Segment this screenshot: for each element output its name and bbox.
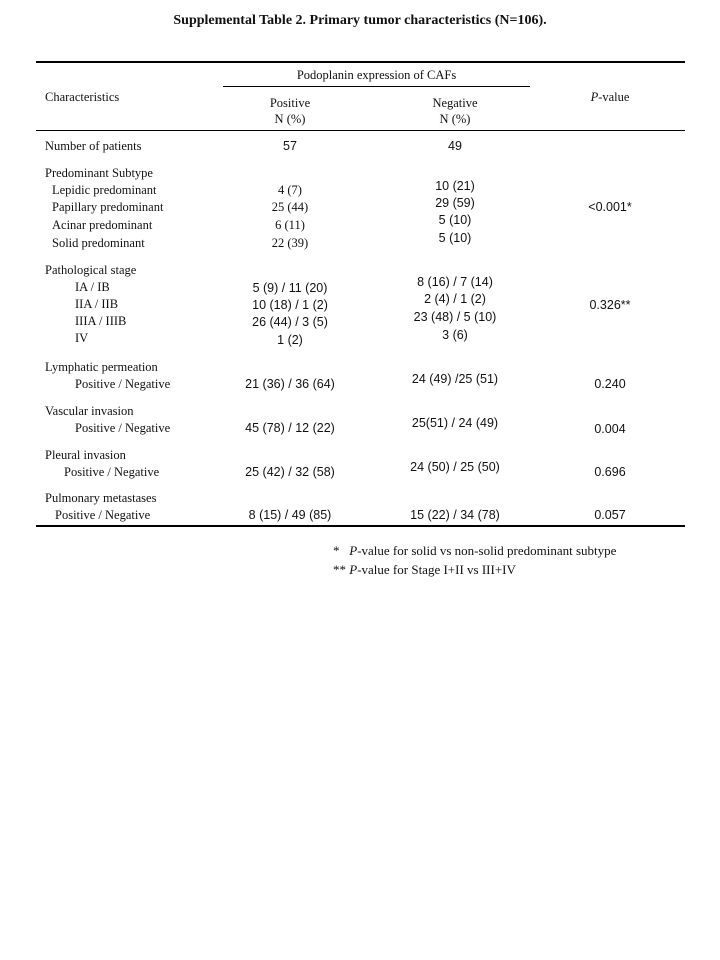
cell-subtype-p: <0.001*	[588, 200, 632, 214]
header-negative-npct: N (%)	[439, 112, 471, 126]
group-rule	[223, 86, 530, 87]
cell-pleural-pos: 25 (42) / 32 (58)	[245, 465, 335, 479]
row-label-stage: Pathological stage	[45, 263, 137, 277]
subtype-item-acinar: Acinar predominant	[52, 218, 153, 232]
cell-subtype-neg-0: 10 (21)	[435, 179, 475, 193]
cell-subtype-pos-0: 4 (7)	[278, 183, 302, 197]
cell-pleural-p: 0.696	[594, 465, 626, 479]
cell-vascular-pos: 45 (78) / 12 (22)	[245, 421, 335, 435]
cell-stage-neg-0: 8 (16) / 7 (14)	[417, 275, 493, 289]
subtype-item-solid: Solid predominant	[52, 236, 145, 250]
row-label-lymphatic: Lymphatic permeation	[45, 360, 158, 374]
cell-patients-neg: 49	[448, 139, 462, 153]
row-sub-pulmonary: Positive / Negative	[55, 508, 151, 522]
stage-item-iii: IIIA / IIIB	[75, 314, 127, 328]
subtype-item-lepidic: Lepidic predominant	[52, 183, 157, 197]
cell-stage-neg-1: 2 (4) / 1 (2)	[424, 292, 486, 306]
stage-item-ii: IIA / IIB	[75, 297, 119, 311]
stage-item-i: IA / IB	[75, 280, 110, 294]
cell-pulmonary-neg: 15 (22) / 34 (78)	[410, 508, 500, 522]
footnote-1: * P-value for solid vs non-solid predominant subtype	[333, 543, 617, 558]
cell-lymphatic-p: 0.240	[594, 377, 626, 391]
cell-vascular-neg: 25(51) / 24 (49)	[411, 416, 499, 430]
header-p-value: P-value	[590, 90, 630, 104]
top-rule	[36, 61, 685, 63]
header-group: Podoplanin expression of CAFs	[296, 68, 457, 82]
cell-subtype-neg-1: 29 (59)	[435, 196, 475, 210]
header-negative: Negative	[432, 96, 478, 110]
header-bottom-rule	[36, 130, 685, 131]
row-label-subtype: Predominant Subtype	[45, 166, 153, 180]
cell-lymphatic-pos: 21 (36) / 36 (64)	[245, 377, 335, 391]
cell-stage-pos-1: 10 (18) / 1 (2)	[252, 298, 328, 312]
cell-subtype-neg-3: 5 (10)	[438, 231, 472, 245]
cell-patients-pos: 57	[283, 139, 297, 153]
footnote-2: ** P-value for Stage I+II vs III+IV	[333, 562, 516, 577]
cell-subtype-pos-2: 6 (11)	[275, 218, 305, 232]
cell-vascular-p: 0.004	[594, 422, 626, 436]
cell-stage-pos-0: 5 (9) / 11 (20)	[252, 281, 328, 295]
cell-pulmonary-p: 0.057	[594, 508, 626, 522]
cell-subtype-neg-2: 5 (10)	[438, 213, 472, 227]
header-positive: Positive	[269, 96, 311, 110]
cell-pleural-neg: 24 (50) / 25 (50)	[410, 460, 500, 474]
cell-subtype-pos-3: 22 (39)	[271, 236, 309, 250]
cell-stage-neg-2: 23 (48) / 5 (10)	[413, 310, 497, 324]
cell-subtype-pos-1: 25 (44)	[271, 200, 309, 214]
row-sub-lymphatic: Positive / Negative	[75, 377, 171, 391]
cell-lymphatic-neg: 24 (49) /25 (51)	[411, 372, 499, 386]
row-label-pleural: Pleural invasion	[45, 448, 126, 462]
row-label-pulmonary: Pulmonary metastases	[45, 491, 157, 505]
header-positive-npct: N (%)	[274, 112, 306, 126]
bottom-rule	[36, 525, 685, 527]
row-label-patients: Number of patients	[45, 139, 142, 153]
cell-stage-pos-2: 26 (44) / 3 (5)	[252, 315, 328, 329]
cell-pulmonary-pos: 8 (15) / 49 (85)	[248, 508, 332, 522]
cell-stage-neg-3: 3 (6)	[442, 328, 468, 342]
cell-stage-p: 0.326**	[589, 298, 631, 312]
row-sub-vascular: Positive / Negative	[75, 421, 171, 435]
header-characteristics: Characteristics	[45, 90, 120, 104]
subtype-item-papillary: Papillary predominant	[52, 200, 164, 214]
stage-item-iv: IV	[75, 331, 89, 345]
row-label-vascular: Vascular invasion	[45, 404, 134, 418]
row-sub-pleural: Positive / Negative	[64, 465, 160, 479]
table-title: Supplemental Table 2. Primary tumor characteristics (N=106).	[173, 13, 547, 28]
cell-stage-pos-3: 1 (2)	[277, 333, 303, 347]
